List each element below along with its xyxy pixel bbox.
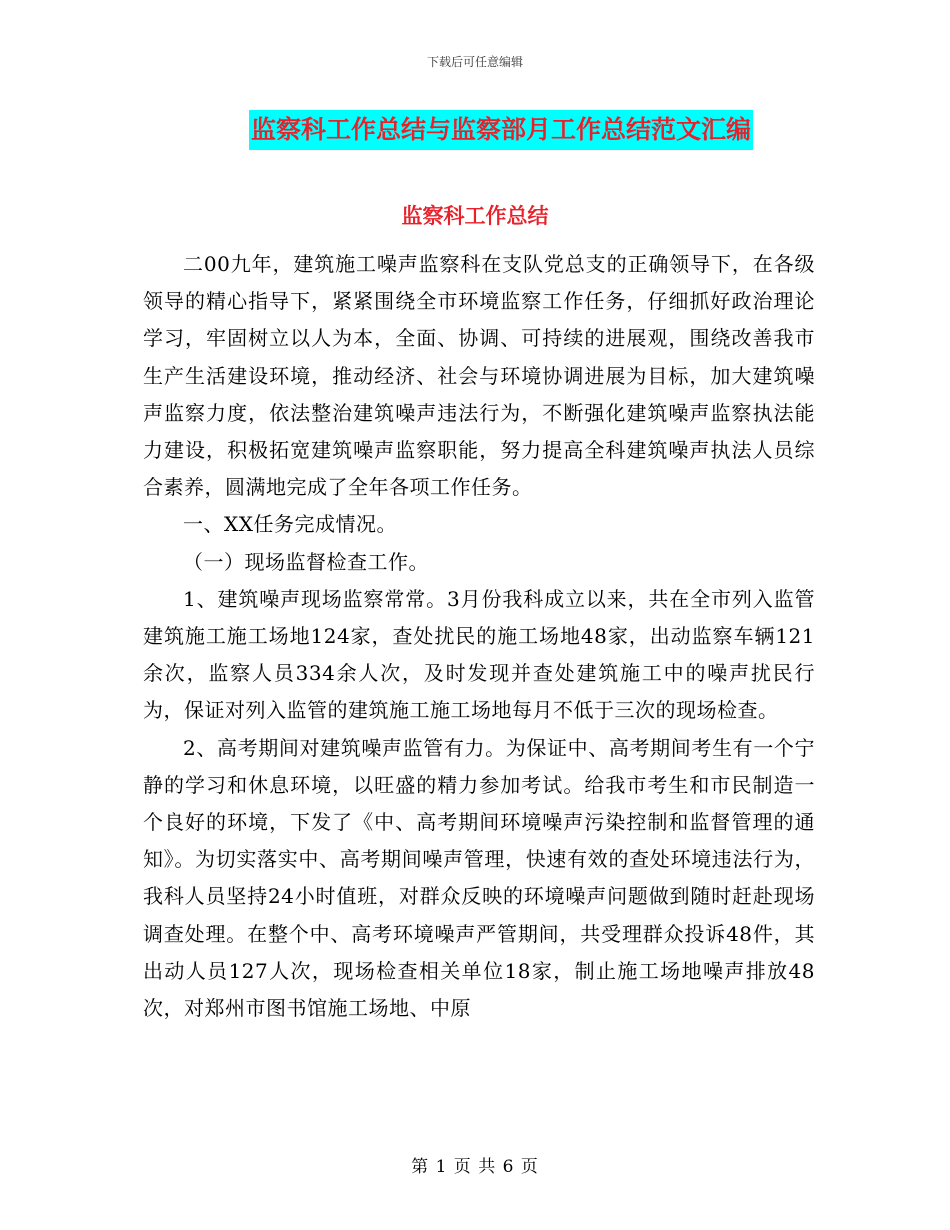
header-note: 下载后可任意编辑	[426, 55, 523, 69]
page-footer: 第 1 页 共 6 页	[411, 1157, 539, 1177]
body-text	[143, 246, 815, 1027]
paragraph: （一）现场监督检查工作。	[183, 549, 429, 574]
paragraph: 2、高考期间对建筑噪声监管有力。为保证中、高考期间考生有一个宁静的学习和休息环境，以旺盛的精力参加考试。给我市考生和市民制造一个良好的环境，下发了《中、高考期间环境噪声污染控制和监督管理的通知》。为切实落实中、高考期间噪声管理，快速有效的查处环境违法行为，我科人员坚持24小时值班，对群众反映的环境噪声问题做到随时赶赴现场调查处理。在整个中、高考环境噪声严管期间，共受理群众投诉48件，其出动人员127人次，现场检查相关单位18家，制止施工场地噪声排放48次，对郑州市图书馆施工场地、中原	[143, 735, 815, 1021]
paragraph: 1、建筑噪声现场监察常常。3月份我科成立以来，共在全市列入监管建筑施工施工场地124家，查处扰民的施工场地48家，出动监察车辆121余次，监察人员334余人次，及时发现并查处建筑施工中的噪声扰民行为，保证对列入监管的建筑施工施工场地每月不低于三次的现场检查。	[143, 586, 815, 723]
paragraph: 一、XX任务完成情况。	[183, 512, 397, 537]
document-title-text: 监察科工作总结与监察部月工作总结范文汇编	[249, 110, 753, 150]
paragraph: 二00九年，建筑施工噪声监察科在支队党总支的正确领导下，在各级领导的精心指导下，紧紧围绕全市环境监察工作任务，仔细抓好政治理论学习，牢固树立以人为本，全面、协调、可持续的进展观，围绕改善我市生产生活建设环境，推动经济、社会与环境协调进展为目标，加大建筑噪声监察力度，依法整治建筑噪声违法行为，不断强化建筑噪声监察执法能力建设，积极拓宽建筑噪声监察职能，努力提高全科建筑噪声执法人员综合素养，圆满地完成了全年各项工作任务。	[143, 252, 815, 500]
document-title	[0, 110, 950, 153]
section-title: 监察科工作总结	[401, 203, 549, 228]
